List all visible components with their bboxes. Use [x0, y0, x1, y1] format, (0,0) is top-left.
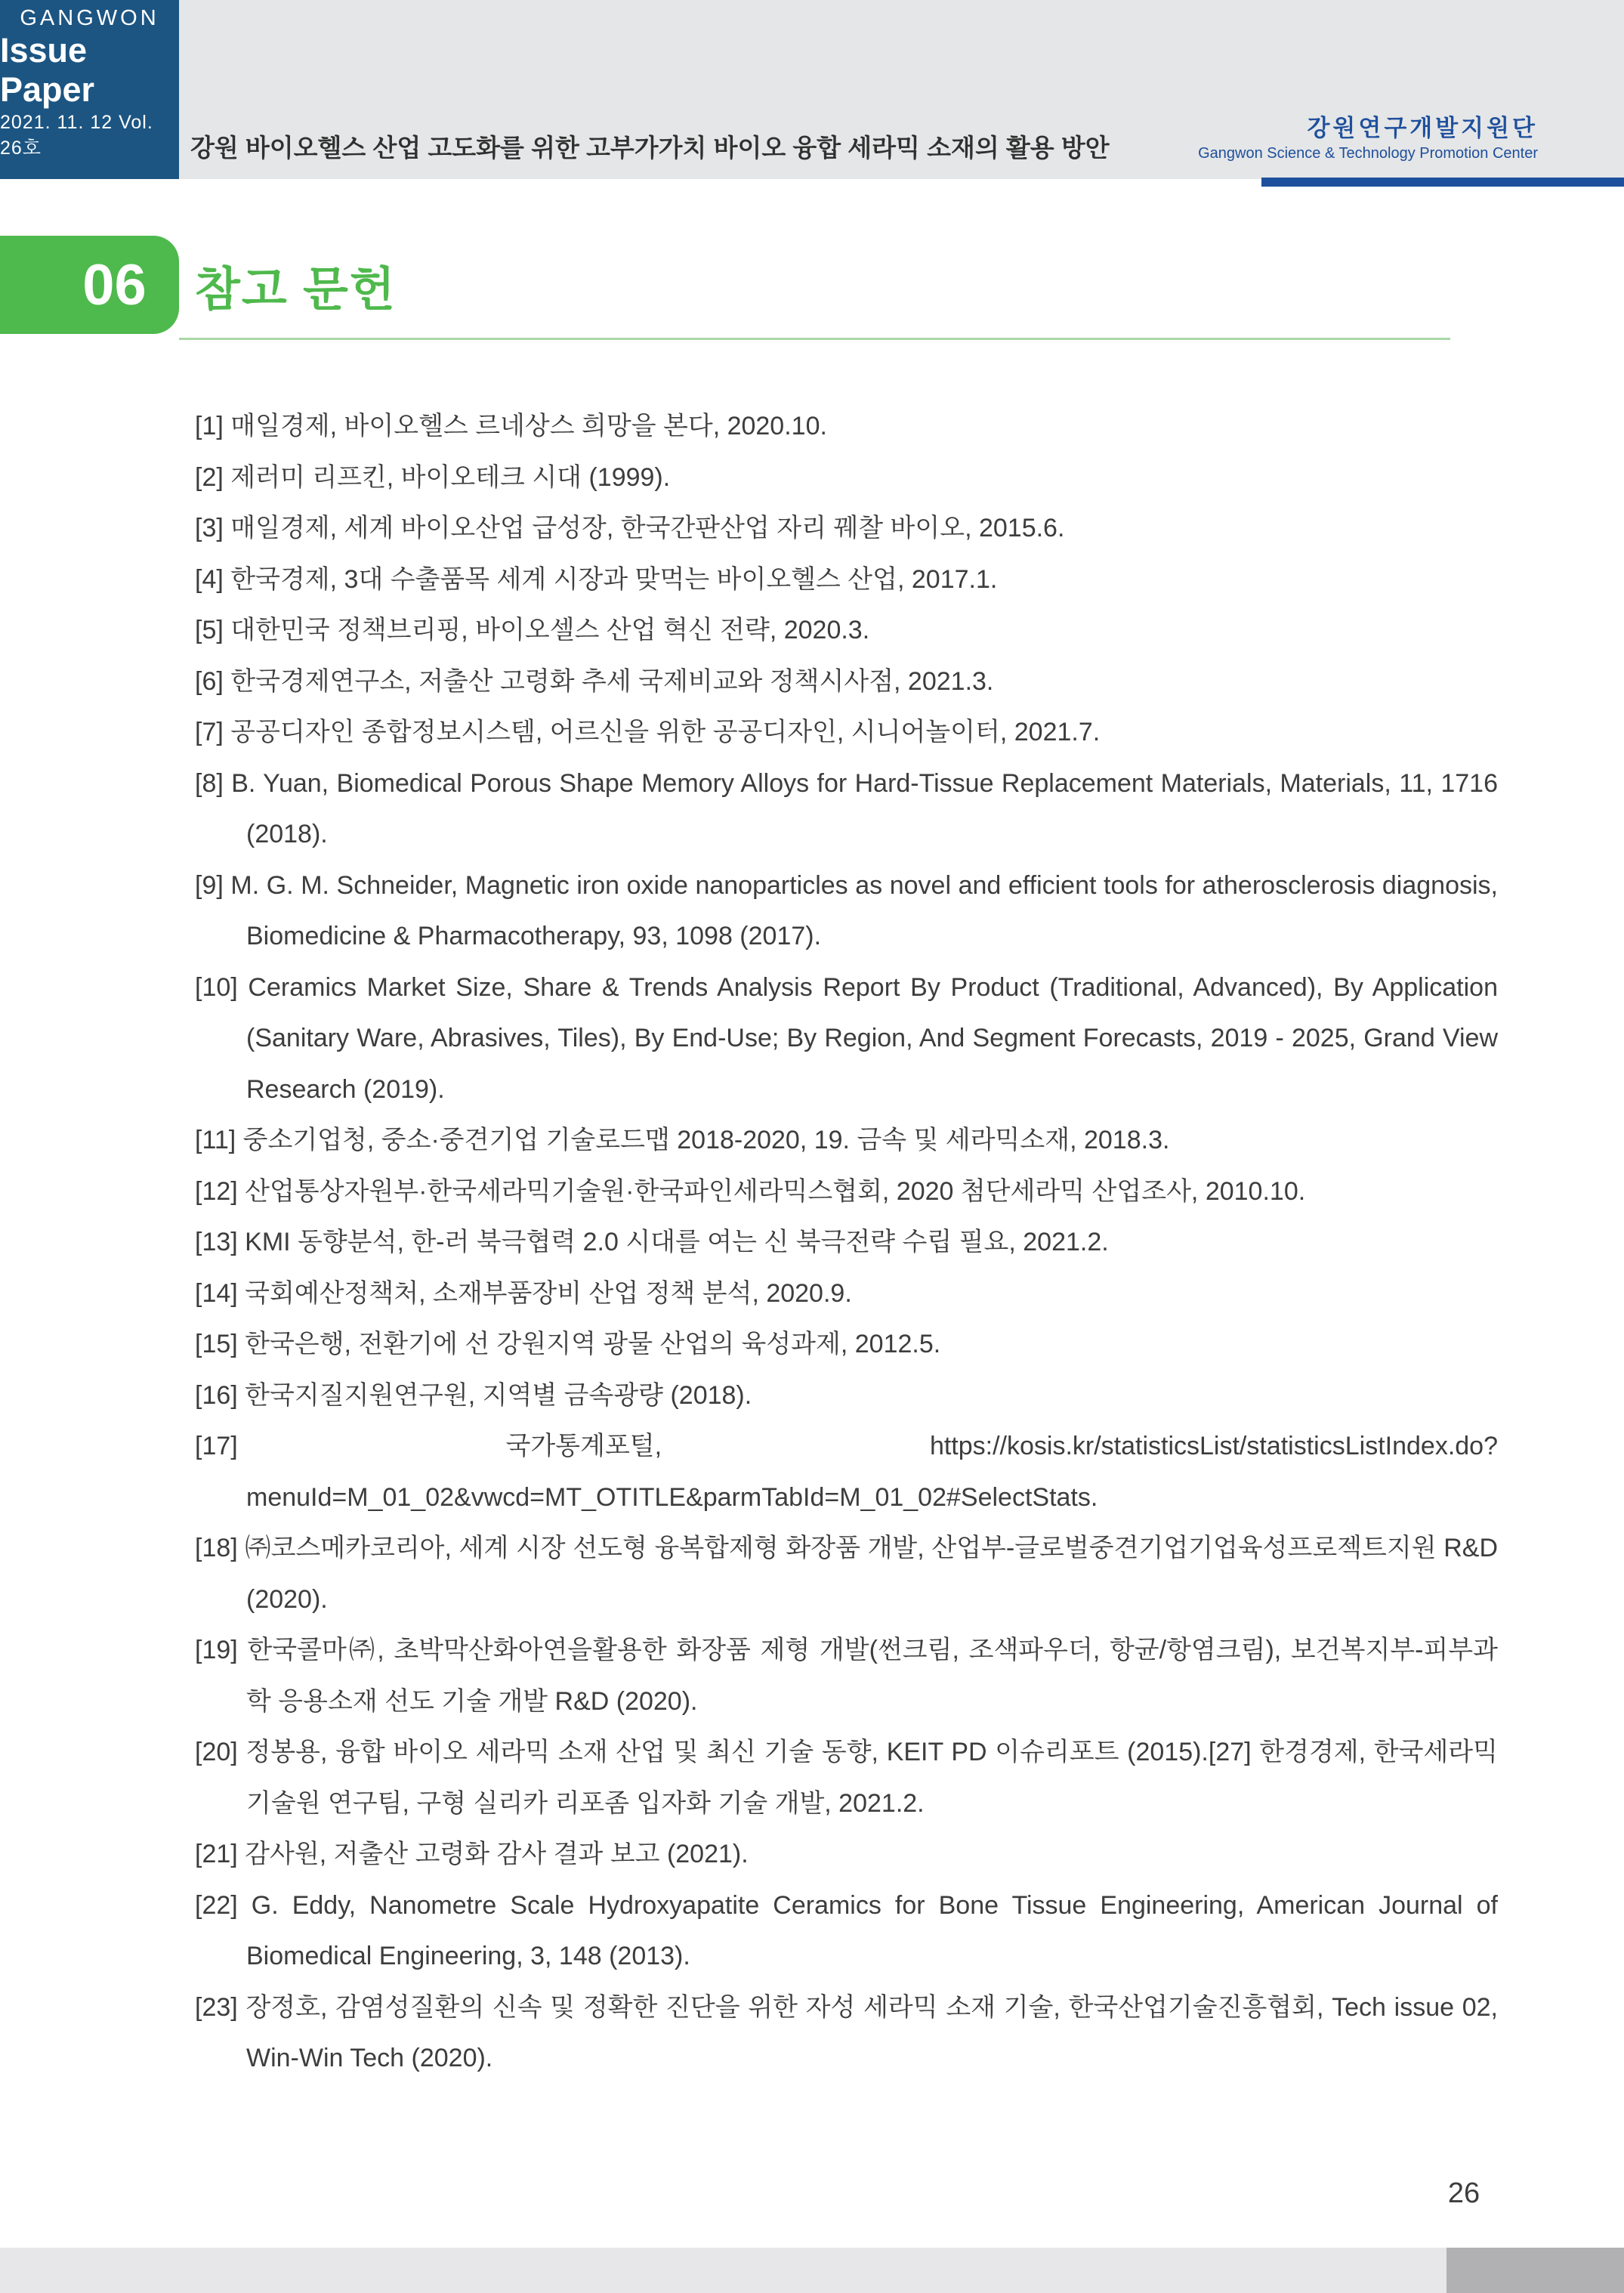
brand-box: [0, 0, 179, 179]
reference-label: [1]: [195, 412, 224, 440]
reference-text: 한국은행, 전환기에 선 강원지역 광물 산업의 육성과제, 2012.5.: [245, 1330, 941, 1358]
reference-label: [13]: [195, 1228, 238, 1256]
reference-text: 제러미 리프킨, 바이오테크 시대 (1999).: [230, 462, 671, 492]
reference-item: [195, 1269, 1498, 1320]
reference-item: [195, 1625, 1498, 1727]
reference-label: [23]: [195, 1992, 238, 2022]
reference-text: 대한민국 정책브리핑, 바이오셀스 산업 혁신 전략, 2020.3.: [230, 616, 870, 644]
brand-issue-paper: Issue Paper: [0, 31, 95, 109]
reference-text: G. Eddy, Nanometre Scale Hydroxyapatite Ceramics for Bone Tissue Engineering, American Journal of Biomedical Engineering, 3, 148 (2013).: [246, 1890, 1498, 1970]
footer-bar-light: [0, 2248, 1446, 2293]
references-list: [195, 401, 1498, 2084]
reference-text: 산업통상자원부·한국세라믹기술원·한국파인세라믹스협회, 2020 첨단세라믹 산업조사, 2010.10.: [245, 1176, 1306, 1206]
reference-label: [22]: [195, 1890, 238, 1920]
header-accent-bar: [1261, 178, 1624, 187]
reference-text: 한국콜마㈜, 초박막산화아연을활용한 화장품 제형 개발(썬크림, 조색파우더, 항균/항염크림), 보건복지부-피부과학 응용소재 선도 기술 개발 R&D (2020).: [246, 1636, 1498, 1716]
reference-label: [3]: [195, 514, 224, 542]
reference-text: 공공디자인 종합정보시스템, 어르신을 위한 공공디자인, 시니어놀이터, 2021.7.: [230, 718, 1101, 746]
reference-item: [195, 1982, 1498, 2084]
section-number-badge: [0, 236, 179, 334]
reference-item: [195, 963, 1498, 1116]
reference-label: [11]: [195, 1126, 236, 1154]
page-header: [0, 0, 1624, 179]
reference-label: [18]: [195, 1534, 238, 1562]
section-underline: [179, 338, 1450, 340]
reference-text: 국가통계포털, https://kosis.kr/statisticsList/statisticsListIndex.do?menuId=M_01_02&vwcd=MT_OTITLE&parmTabId=M_01_02#SelectStats.: [246, 1432, 1498, 1512]
reference-item: [195, 1115, 1498, 1167]
section-number: 06: [82, 252, 147, 317]
reference-text: 국회예산정책처, 소재부품장비 산업 정책 분석, 2020.9.: [245, 1278, 852, 1308]
reference-text: 중소기업청, 중소·중견기업 기술로드맵 2018-2020, 19. 금속 및 세라믹소재, 2018.3.: [242, 1126, 1170, 1154]
reference-label: [12]: [195, 1176, 238, 1206]
reference-item: [195, 605, 1498, 657]
reference-label: [15]: [195, 1330, 238, 1358]
reference-text: B. Yuan, Biomedical Porous Shape Memory Alloys for Hard-Tissue Replacement Materials, Materials, 11, 1716 (2018).: [231, 768, 1498, 848]
org-name-english: Gangwon Science & Technology Promotion Center: [1198, 145, 1538, 162]
reference-label: [19]: [195, 1636, 238, 1664]
reference-text: 한국지질지원연구원, 지역별 금속광량 (2018).: [245, 1380, 752, 1410]
footer-bar-dark: [1446, 2248, 1624, 2293]
reference-text: 한국경제, 3대 수출품목 세계 시장과 맞먹는 바이오헬스 산업, 2017.1.: [230, 564, 998, 594]
reference-text: M. G. M. Schneider, Magnetic iron oxide nanoparticles as novel and efficient tools for atherosclerosis diagnosis, Biomedicine & Pharmacotherapy, 93, 1098 (2017).: [230, 870, 1498, 950]
reference-label: [17]: [195, 1432, 238, 1460]
reference-item: [195, 1880, 1498, 1982]
page-number: 26: [1447, 2177, 1480, 2209]
reference-label: [4]: [195, 564, 224, 594]
reference-label: [5]: [195, 616, 224, 644]
reference-text: Ceramics Market Size, Share & Trends Analysis Report By Product (Traditional, Advanced), By Application (Sanitary Ware, Abrasives, Tiles), By End-Use; By Region, And Segment Forecasts, 2019 - 2025, Grand View Research (2019).: [246, 972, 1498, 1104]
brand-gangwon: GANGWON: [20, 6, 159, 30]
reference-item: [195, 401, 1498, 453]
reference-text: ㈜코스메카코리아, 세계 시장 선도형 융복합제형 화장품 개발, 산업부-글로벌중견기업기업육성프로젝트지원 R&D (2020).: [245, 1534, 1499, 1614]
reference-item: [195, 453, 1498, 504]
org-block: [1198, 114, 1538, 164]
reference-item: [195, 555, 1498, 606]
reference-item: [195, 1217, 1498, 1269]
reference-item: [195, 707, 1498, 759]
reference-text: 매일경제, 바이오헬스 르네상스 희망을 본다, 2020.10.: [230, 412, 827, 440]
reference-label: [9]: [195, 870, 224, 900]
document-title: 강원 바이오헬스 산업 고도화를 위한 고부가가치 바이오 융합 세라믹 소재의 활용 방안: [190, 134, 1110, 162]
reference-item: [195, 1167, 1498, 1218]
reference-text: 매일경제, 세계 바이오산업 급성장, 한국간판산업 자리 꿰찰 바이오, 2015.6.: [230, 514, 1065, 542]
reference-item: [195, 1727, 1498, 1829]
brand-volume: 2021. 11. 12 Vol. 26호: [0, 112, 153, 159]
reference-label: [6]: [195, 666, 224, 696]
reference-text: 한국경제연구소, 저출산 고령화 추세 국제비교와 정책시사점, 2021.3.: [230, 666, 994, 696]
reference-text: 정봉용, 융합 바이오 세라믹 소재 산업 및 최신 기술 동향, KEIT PD 이슈리포트 (2015).[27] 한경경제, 한국세라믹기술원 연구팀, 구형 실리카 리포좀 입자화 기술 개발, 2021.2.: [245, 1738, 1498, 1818]
reference-label: [21]: [195, 1840, 238, 1868]
reference-text: 장정호, 감염성질환의 신속 및 정확한 진단을 위한 자성 세라믹 소재 기술, 한국산업기술진흥협회, Tech issue 02, Win-Win Tech (2020).: [245, 1992, 1498, 2072]
reference-text: KMI 동향분석, 한-러 북극협력 2.0 시대를 여는 신 북극전략 수립 필요, 2021.2.: [245, 1228, 1109, 1256]
reference-label: [16]: [195, 1380, 238, 1410]
reference-item: [195, 503, 1498, 555]
reference-label: [8]: [195, 768, 224, 798]
org-name-korean: 강원연구개발지원단: [1307, 115, 1538, 141]
reference-label: [14]: [195, 1278, 238, 1308]
reference-label: [2]: [195, 462, 224, 492]
reference-label: [10]: [195, 972, 238, 1002]
reference-item: [195, 1371, 1498, 1422]
reference-item: [195, 1421, 1498, 1523]
reference-item: [195, 657, 1498, 708]
reference-item: [195, 1523, 1498, 1625]
reference-item: [195, 1829, 1498, 1880]
reference-label: [20]: [195, 1738, 238, 1766]
reference-text: 감사원, 저출산 고령화 감사 결과 보고 (2021).: [245, 1840, 749, 1868]
reference-item: [195, 759, 1498, 861]
reference-item: [195, 861, 1498, 963]
reference-label: [7]: [195, 718, 224, 746]
reference-item: [195, 1319, 1498, 1371]
section-title: 참고 문헌: [195, 263, 397, 316]
